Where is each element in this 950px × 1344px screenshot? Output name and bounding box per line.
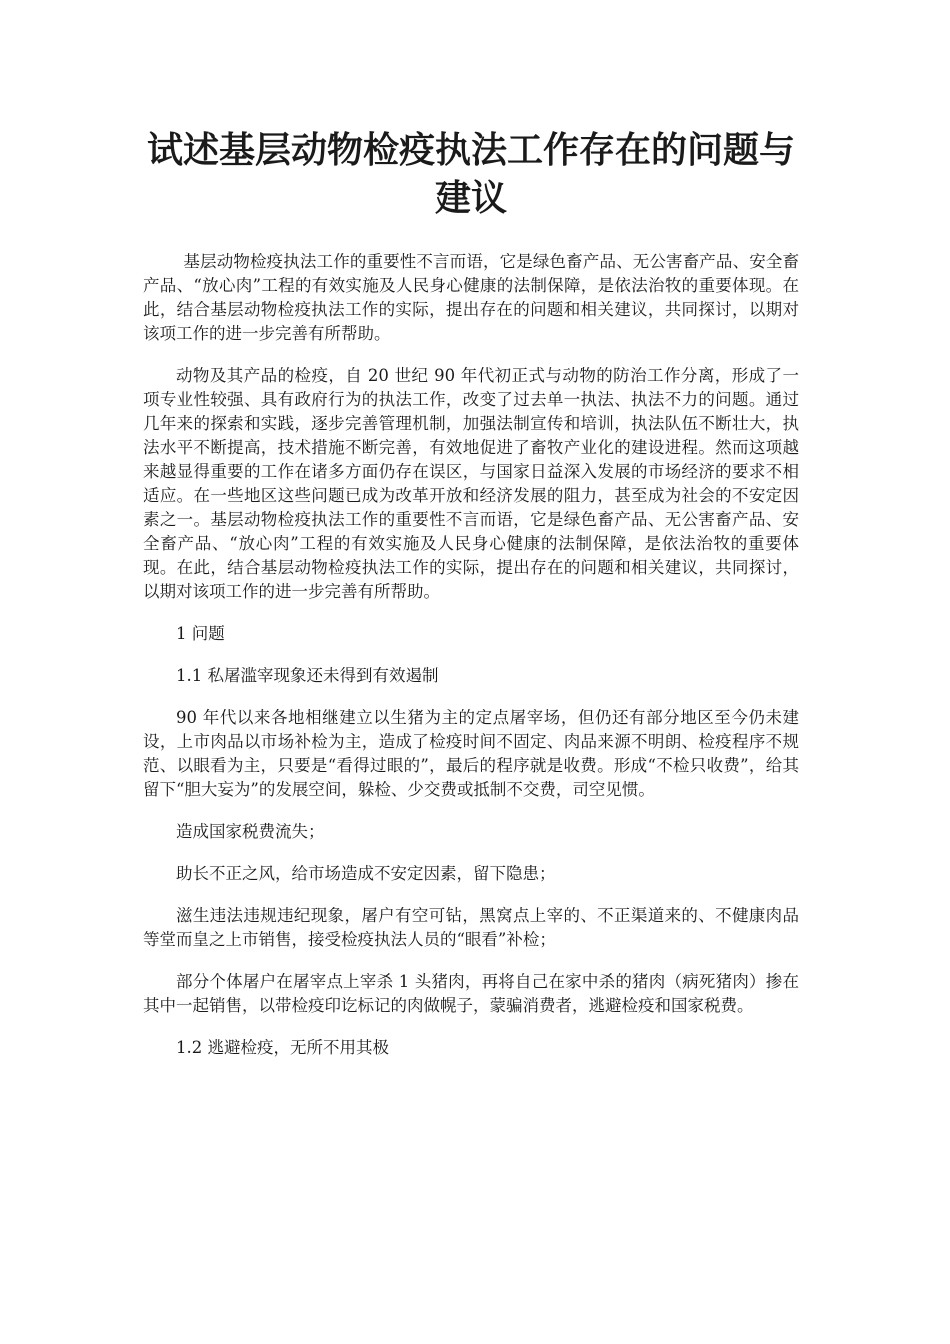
- paragraph-violations: 滋生违法违规违纪现象，屠户有空可钻，黑窝点上宰的、不正渠道来的、不健康肉品等堂而皇之上市销售，接受检疫执法人员的“眼看”补检；: [143, 906, 799, 949]
- document-title: 试述基层动物检疫执法工作存在的问题与建议: [146, 129, 795, 219]
- document-page: [143, 126, 799, 1078]
- subsection-heading-1-1: 1.1 私屠滥宰现象还未得到有效遏制: [176, 666, 439, 685]
- paragraph-intro: 基层动物检疫执法工作的重要性不言而语，它是绿色畜产品、无公害畜产品、安全畜产品、“放心肉”工程的有效实施及人民身心健康的法制保障，是依法治牧的重要体现。在此，结合基层动物检疫执法工作的实际，提出存在的问题和相关建议，共同探讨，以期对该项工作的进一步完善有所帮助。: [143, 252, 799, 343]
- subsection-heading-1-2: 1.2 逃避检疫，无所不用其极: [176, 1038, 389, 1057]
- paragraph-background: 动物及其产品的检疫，自 20 世纪 90 年代初正式与动物的防治工作分离，形成了一项专业性较强、具有政府行为的执法工作，改变了过去单一执法、执法不力的问题。通过几年来的探索和实践，逐步完善管理机制，加强法制宣传和培训，执法队伍不断壮大，执法水平不断提高，技术措施不断完善，有效地促进了畜牧产业化的建设进程。然而这项越来越显得重要的工作在诸多方面仍存在误区，与国家日益深入发展的市场经济的要求不相适应。在一些地区这些问题已成为改革开放和经济发展的阻力，甚至成为社会的不安定因素之一。基层动物检疫执法工作的重要性不言而语，它是绿色畜产品、无公害畜产品、安全畜产品、“放心肉”工程的有效实施及人民身心健康的法制保障，是依法治牧的重要体现。在此，结合基层动物检疫执法工作的实际，提出存在的问题和相关建议，共同探讨，以期对该项工作的进一步完善有所帮助。: [143, 366, 799, 601]
- section-heading-problems: 1 问题: [176, 624, 225, 643]
- paragraph-unhealthy-trend: 助长不正之风，给市场造成不安定因素，留下隐患；: [176, 864, 556, 883]
- paragraph-slaughter: 90 年代以来各地相继建立以生猪为主的定点屠宰场，但仍还有部分地区至今仍未建设，上市肉品以市场补检为主，造成了检疫时间不固定、肉品来源不明朗、检疫程序不规范、以眼看为主，只要是“看得过眼的”，最后的程序就是收费。形成“不检只收费”，给其留下“胆大妄为”的发展空间，躲检、少交费或抵制不交费，司空见惯。: [143, 708, 799, 799]
- paragraph-tax-loss: 造成国家税费流失；: [176, 822, 325, 841]
- paragraph-fraud: 部分个体屠户在屠宰点上宰杀 1 头猪肉，再将自己在家中杀的猪肉（病死猪肉）掺在其中一起销售，以带检疫印讫标记的肉做幌子，蒙骗消费者，逃避检疫和国家税费。: [143, 972, 799, 1015]
